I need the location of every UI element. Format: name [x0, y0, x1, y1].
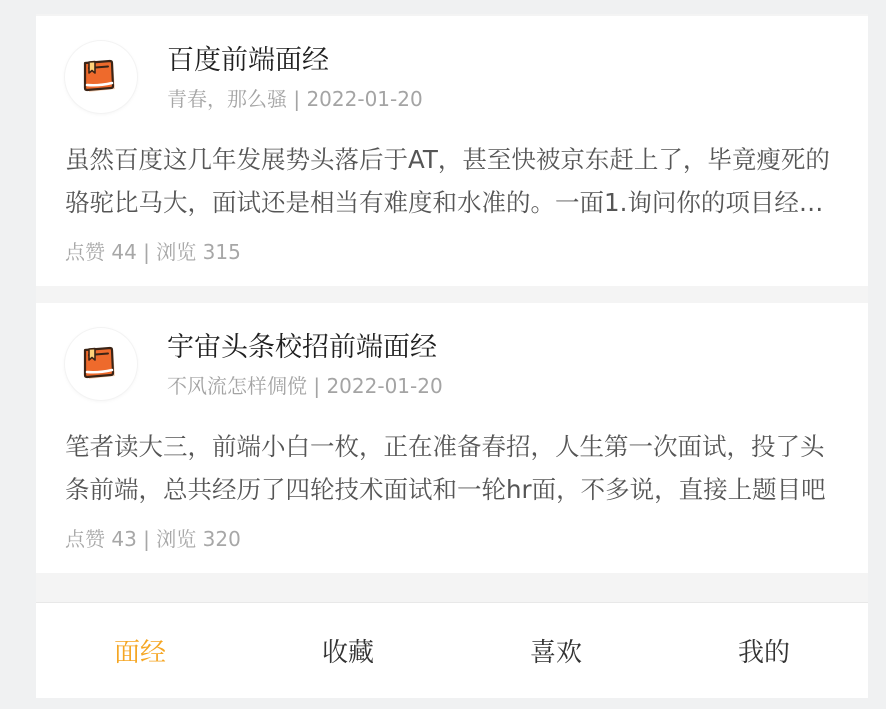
views-count: 320 — [202, 527, 241, 551]
stats-separator: | — [136, 527, 157, 551]
likes-label: 点赞 — [65, 527, 105, 551]
article-meta — [167, 86, 423, 112]
likes-label: 点赞 — [65, 240, 105, 264]
tab-interview[interactable]: 面经 — [113, 638, 166, 668]
article-stats — [65, 239, 241, 265]
stats-separator: | — [136, 240, 157, 264]
author-name: 青春，那么骚 — [167, 87, 287, 111]
article-title[interactable]: 宇宙头条校招前端面经 — [167, 332, 437, 363]
article-card[interactable] — [36, 16, 868, 286]
bottom-tab-bar — [36, 602, 868, 698]
book-icon — [79, 342, 123, 386]
app-container — [36, 14, 868, 697]
book-icon — [79, 55, 123, 99]
views-label: 浏览 — [156, 240, 197, 264]
article-meta — [167, 373, 443, 399]
meta-separator: | — [307, 374, 327, 398]
author-name: 不风流怎样倜傥 — [167, 374, 307, 398]
article-stats — [65, 526, 241, 552]
avatar — [65, 41, 137, 113]
avatar — [65, 328, 137, 400]
meta-separator: | — [287, 87, 307, 111]
likes-count: 44 — [111, 240, 137, 264]
views-count: 315 — [202, 240, 241, 264]
article-excerpt: 虽然百度这几年发展势头落后于AT，甚至快被京东赶上了，毕竟瘦死的骆驼比马大，面试还是相当有难度和水准的。一面1.询问你的项目经 — [65, 145, 830, 217]
publish-date: 2022-01-20 — [306, 87, 423, 111]
views-label: 浏览 — [156, 527, 197, 551]
article-title[interactable]: 百度前端面经 — [167, 45, 329, 76]
article-card[interactable] — [36, 303, 868, 573]
tab-mine[interactable]: 我的 — [737, 638, 790, 668]
publish-date: 2022-01-20 — [326, 374, 443, 398]
article-excerpt: 笔者读大三，前端小白一枚，正在准备春招，人生第一次面试，投了头条前端，总共经历了四轮技术面试和一轮hr面，不多说，直接上题目吧 — [65, 432, 826, 504]
likes-count: 43 — [111, 527, 137, 551]
tab-likes[interactable]: 喜欢 — [529, 638, 582, 668]
tab-favorites[interactable]: 收藏 — [321, 638, 374, 668]
